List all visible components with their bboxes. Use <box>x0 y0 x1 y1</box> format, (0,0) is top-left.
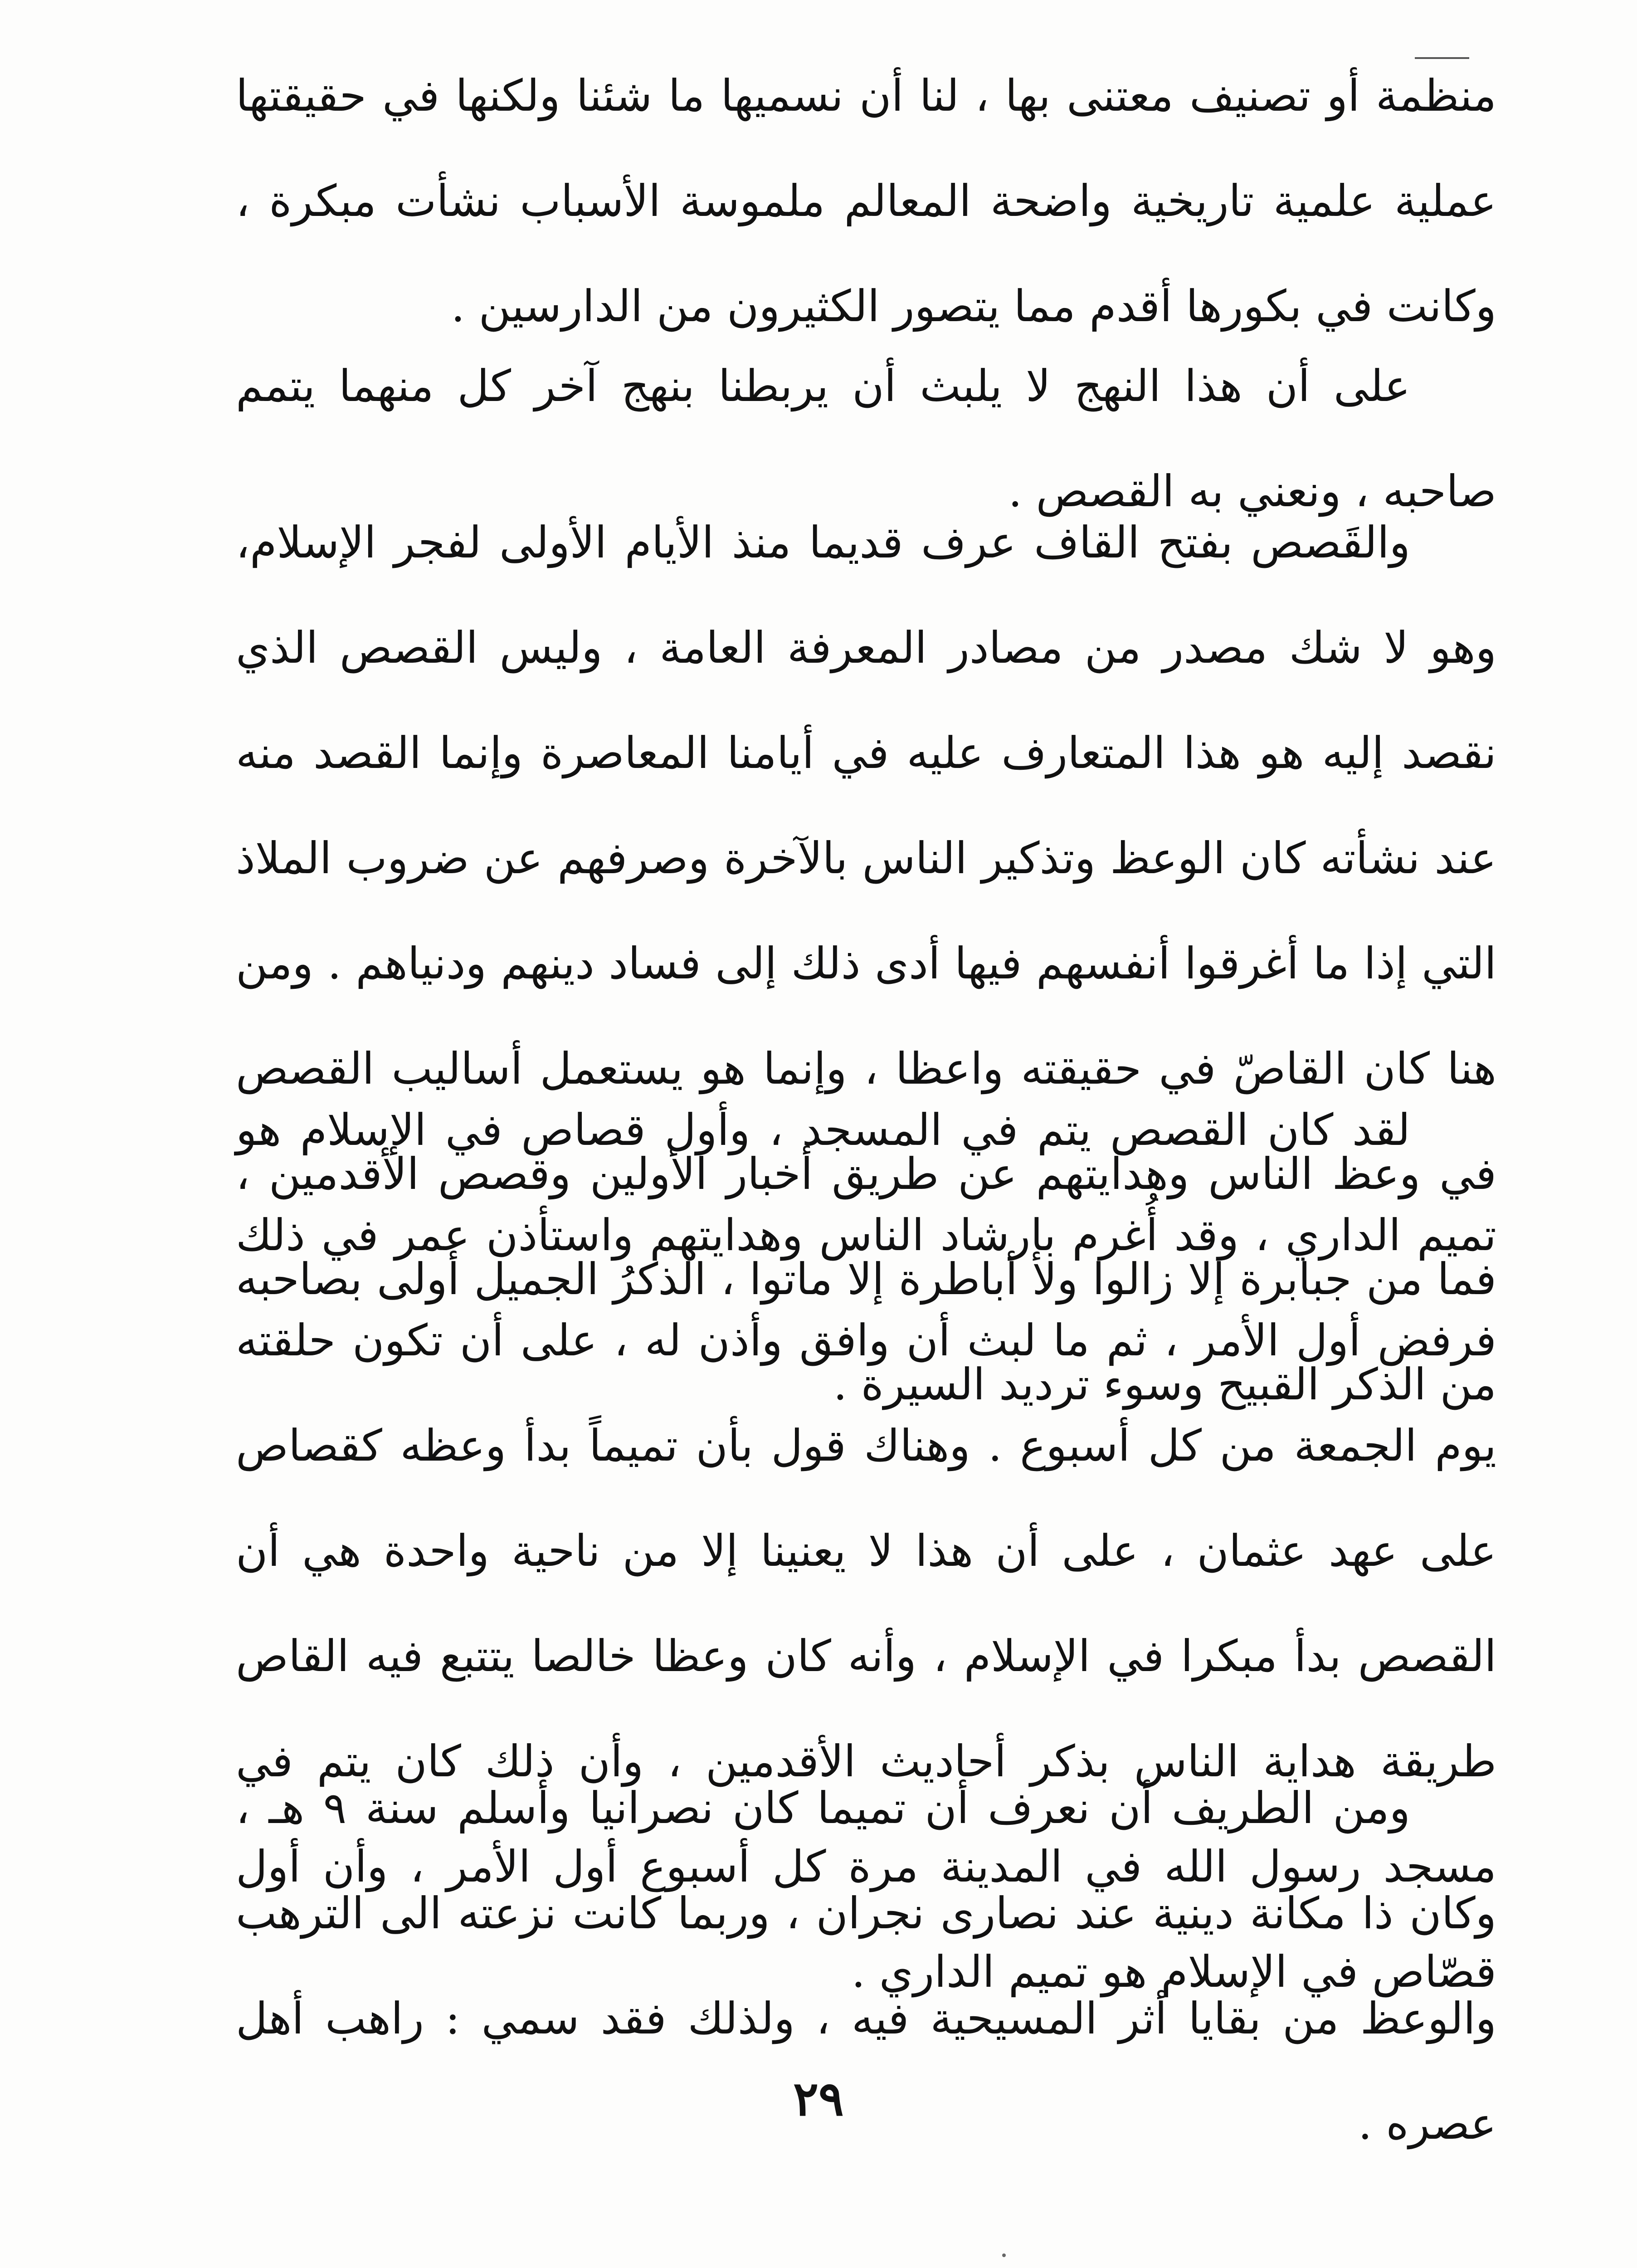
print-speck <box>1002 2253 1006 2257</box>
paragraph-3: والقَصص بفتح القاف عرف قديما منذ الأيام الأولى لفجر الإسلام، وهو لا شك مصدر من مصادر المعرفة العامة ، وليس القصص الذي نقصد إليه هو هذا المتعارف عليه في أيامنا المعاصرة وإنما القصد منه عند نشأته كان الوعظ وتذكير الناس بالآخرة وصرفهم عن ضروب الملاذ التي إذا ما أغرقوا أنفسهم فيها أدى ذلك إلى فساد دينهم ودنياهم . ومن هنا كان القاصّ في حقيقته واعظا ، وإنما هو يستعمل أساليب القصص في وعظ الناس وهدايتهم عن طريق أخبار الأولين وقصص الأقدمين ، فما من جبابرة إلا زالوا ولا أباطرة إلا ماتوا ، الذكرُ الجميل أولى بصاحبه من الذكر القبيح وسوء ترديد السيرة . <box>236 517 1497 1410</box>
paragraph-1: منظمة أو تصنيف معتنى بها ، لنا أن نسميها ما شئنا ولكنها في حقيقتها عملية علمية تاريخية واضحة المعالم ملموسة الأسباب نشأت مبكرة ، وكانت في بكورها أقدم مما يتصور الكثيرون من الدارسين . <box>236 70 1496 332</box>
page-number: ٢٩ <box>793 2071 844 2126</box>
paragraph-1-container <box>236 43 1496 359</box>
paragraph-5: ومن الطريف أن نعرف أن تميما كان نصرانيا وأسلم سنة ٩ هـ ، وكان ذا مكانة دينية عند نصارى نجران ، وربما كانت نزعته الى الترهب والوعظ من بقايا أثر المسيحية فيه ، ولذلك فقد سمي : راهب أهل عصره . <box>236 1783 1496 2149</box>
paragraph-2: على أن هذا النهج لا يلبث أن يربطنا بنهج آخر كل منهما يتمم صاحبه ، ونعني به القصص . <box>236 361 1496 517</box>
paragraph-4: لقد كان القصص يتم في المسجد ، وأول قصاص في الإسلام هو تميم الداري ، وقد أُغرم بإرشاد الناس وهدايتهم واستأذن عمر في ذلك فرفض أول الأمر ، ثم ما لبث أن وافق وأذن له ، على أن تكون حلقته يوم الجمعة من كل أسبوع . وهناك قول بأن تميماً بدأ وعظه كقصاص على عهد عثمان ، على أن هذا لا يعنينا إلا من ناحية واحدة هي أن القصص بدأ مبكرا في الإسلام ، وأنه كان وعظا خالصا يتتبع فيه القاص طريقة هداية الناس بذكر أحاديث الأقدمين ، وأن ذلك كان يتم في مسجد رسول الله في المدينة مرة كل أسبوع أول الأمر ، وأن أول قصّاص في الإسلام هو تميم الداري . <box>236 1105 1497 1997</box>
